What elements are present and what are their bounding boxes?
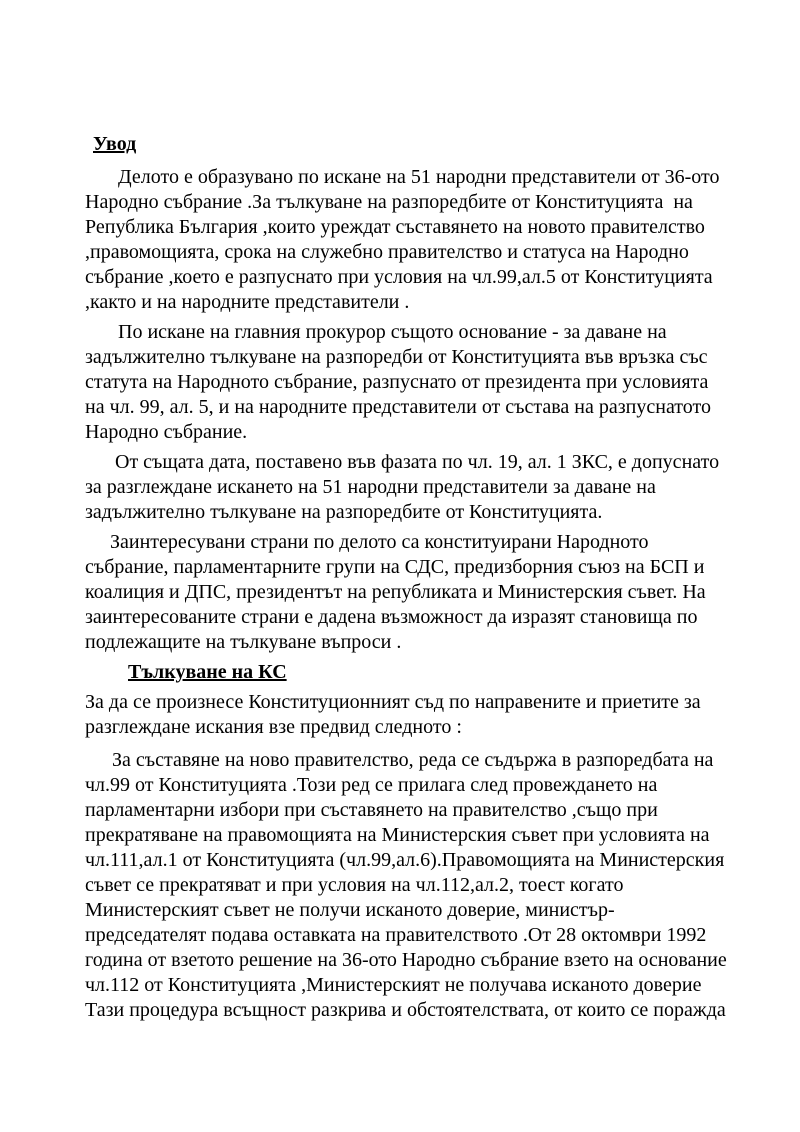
- text-line: Министерският съвет не получи исканото доверие, министър-: [85, 899, 615, 921]
- text-line: Народно събрание.: [85, 421, 248, 443]
- text-line: ,както и на народните представители .: [85, 291, 410, 313]
- paragraph-government-formation: [85, 748, 740, 1023]
- section-heading-intro-label: Увод: [93, 133, 137, 155]
- text-line: Република България ,които уреждат съставянето на новото правителство: [85, 216, 705, 238]
- text-line: чл.111,ал.1 от Конституцията (чл.99,ал.6).Правомощията на Министерския: [85, 849, 725, 871]
- text-line: разглеждане искания взе предвид следното :: [85, 716, 462, 738]
- text-line: По искане на главния прокурор същото основание - за даване на: [118, 321, 667, 343]
- text-line: година от взетото решение на 36-ото Народно събрание взето на основание: [85, 949, 727, 971]
- text-line: събрание, парламентарните групи на СДС, предизборния съюз на БСП и: [85, 556, 705, 578]
- paragraph-interested-parties: [85, 530, 740, 655]
- paragraph-case-initiation: [85, 165, 740, 315]
- text-line: председателят подава оставката на правителството .От 28 октомври 1992: [85, 924, 707, 946]
- section-heading-interpretation-label: Тълкуване на КС: [128, 661, 287, 683]
- text-line: събрание ,което е разпуснато при условия на чл.99,ал.5 от Конституцията: [85, 266, 713, 288]
- text-line: за разглеждане искането на 51 народни представители за даване на: [85, 476, 656, 498]
- paragraph-court-preamble: [85, 690, 740, 740]
- text-line: От същата дата, поставено във фазата по чл. 19, ал. 1 ЗКС, е допуснато: [115, 451, 720, 473]
- text-line: парламентарни избори при съставянето на правителство ,също при: [85, 799, 658, 821]
- text-line: Делото е образувано по искане на 51 народни представители от 36-ото: [118, 166, 720, 188]
- paragraph-request-admitted: [85, 450, 740, 525]
- section-heading-interpretation: [85, 660, 740, 685]
- text-line: съвет се прекратяват и при условия на чл.112,ал.2, тоест когато: [85, 874, 624, 896]
- text-line: чл.99 от Конституцията .Този ред се прилага след провеждането на: [85, 774, 658, 796]
- text-line: заинтересованите страни е дадена възможност да изразят становища по: [85, 606, 698, 628]
- text-line: За съставяне на ново правителство, реда се съдържа в разпоредбата на: [112, 749, 714, 771]
- paragraph-prosecutor-request: [85, 320, 740, 445]
- text-line: ,правомощията, срока на служебно правителство и статуса на Народно: [85, 241, 689, 263]
- text-line: Народно събрание .За тълкуване на разпоредбите от Конституцията на: [85, 191, 693, 213]
- text-line: Тази процедура всъщност разкрива и обстоятелствата, от които се поражда: [85, 999, 726, 1021]
- text-line: задължително тълкуване на разпоредби от Конституцията във връзка със: [85, 346, 708, 368]
- text-line: подлежащите на тълкуване въпроси .: [85, 631, 402, 653]
- text-line: чл.112 от Конституцията ,Министерският не получава исканото доверие: [85, 974, 702, 996]
- section-heading-intro: [85, 132, 740, 157]
- text-line: Заинтересувани страни по делото са конституирани Народното: [110, 531, 649, 553]
- text-line: на чл. 99, ал. 5, и на народните представители от състава на разпуснатото: [85, 396, 711, 418]
- text-line: коалиция и ДПС, президентът на републиката и Министерския съвет. На: [85, 581, 706, 603]
- text-line: задължително тълкуване на разпоредбите от Конституцията.: [85, 501, 603, 523]
- text-line: За да се произнесе Конституционният съд по направените и приетите за: [85, 691, 701, 713]
- text-line: статута на Народното събрание, разпуснато от президента при условията: [85, 371, 709, 393]
- text-line: прекратяване на правомощията на Министерския съвет при условията на: [85, 824, 710, 846]
